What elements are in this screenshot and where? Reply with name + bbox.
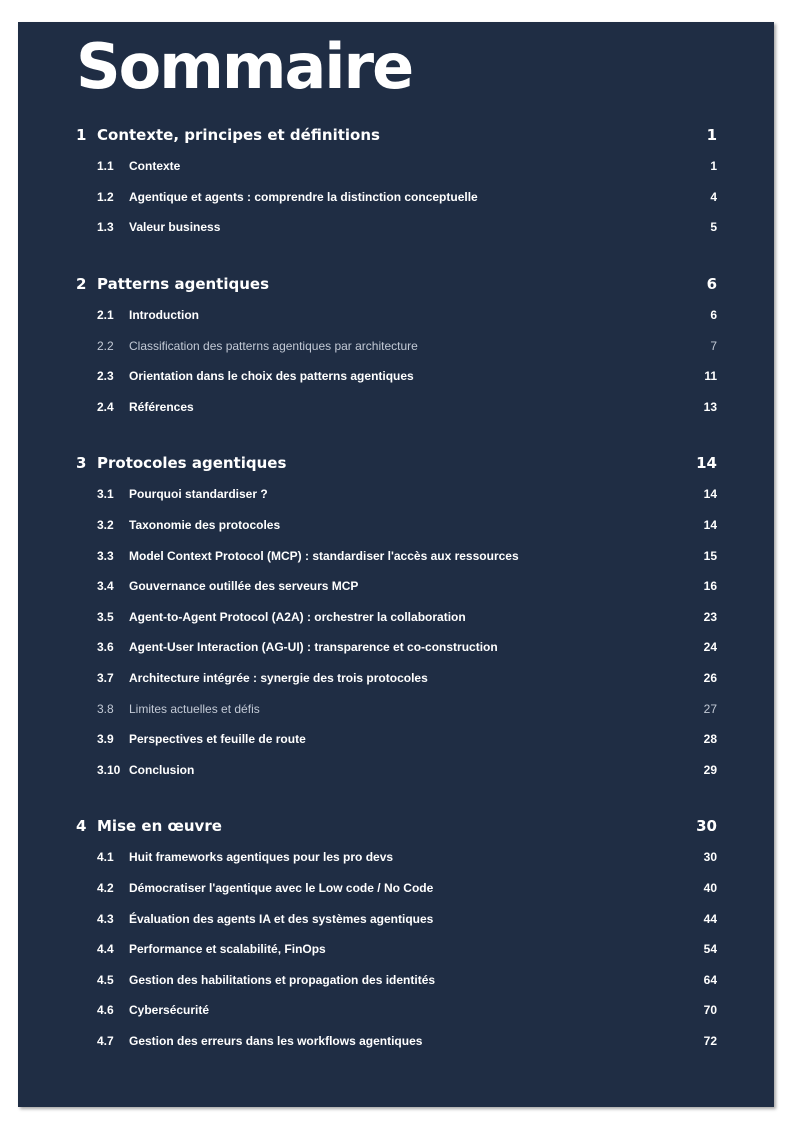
- section-title: Agent-to-Agent Protocol (A2A) : orchestrer la collaboration: [129, 609, 466, 624]
- section-entry[interactable]: [76, 934, 717, 965]
- section-number: 1.2: [97, 189, 114, 204]
- section-title: Perspectives et feuille de route: [129, 732, 306, 747]
- section-number: 2.3: [97, 369, 114, 384]
- section-page-number: 15: [703, 548, 717, 563]
- section-entry[interactable]: [76, 479, 717, 510]
- chapter-entry[interactable]: [76, 268, 717, 300]
- section-entry[interactable]: [76, 510, 717, 541]
- section-page-number: 30: [703, 850, 717, 865]
- table-of-contents: [76, 119, 717, 1081]
- chapter-entry[interactable]: [76, 447, 717, 479]
- section-title: Classification des patterns agentiques par architecture: [129, 338, 418, 353]
- section-entry[interactable]: [76, 361, 717, 392]
- section-page-number: 14: [703, 518, 717, 533]
- chapter-page-number: 6: [706, 274, 717, 293]
- chapter-title: Patterns agentiques: [97, 274, 269, 293]
- toc-page: [18, 22, 774, 1107]
- chapter-number: 3: [76, 454, 87, 473]
- section-title: Architecture intégrée : synergie des trois protocoles: [129, 671, 428, 686]
- chapter-title: Protocoles agentiques: [97, 454, 287, 473]
- section-number: 3.8: [97, 701, 114, 716]
- section-page-number: 6: [710, 308, 717, 323]
- chapter-block: [76, 810, 717, 1056]
- section-number: 4.7: [97, 1033, 114, 1048]
- section-entry[interactable]: [76, 300, 717, 331]
- section-entry[interactable]: [76, 903, 717, 934]
- chapter-page-number: 30: [696, 817, 717, 836]
- section-page-number: 40: [703, 880, 717, 895]
- section-title: Gestion des erreurs dans les workflows agentiques: [129, 1033, 423, 1048]
- section-page-number: 29: [703, 762, 717, 777]
- section-page-number: 28: [703, 732, 717, 747]
- section-page-number: 24: [703, 640, 717, 655]
- section-number: 2.1: [97, 308, 114, 323]
- section-title: Orientation dans le choix des patterns agentiques: [129, 369, 414, 384]
- section-page-number: 14: [703, 487, 717, 502]
- section-number: 3.10: [97, 762, 121, 777]
- chapter-block: [76, 268, 717, 422]
- section-entry[interactable]: [76, 151, 717, 182]
- section-number: 1.3: [97, 220, 114, 235]
- section-title: Références: [129, 399, 194, 414]
- section-page-number: 23: [703, 609, 717, 624]
- chapter-title: Mise en œuvre: [97, 817, 222, 836]
- page-title: Sommaire: [76, 30, 413, 103]
- section-number: 4.2: [97, 880, 114, 895]
- chapter-block: [76, 447, 717, 785]
- section-entry[interactable]: [76, 842, 717, 873]
- section-title: Agent-User Interaction (AG-UI) : transparence et co-construction: [129, 640, 498, 655]
- section-number: 3.7: [97, 671, 114, 686]
- section-entry[interactable]: [76, 392, 717, 423]
- section-entry[interactable]: [76, 964, 717, 995]
- section-page-number: 72: [703, 1033, 717, 1048]
- section-number: 3.1: [97, 487, 114, 502]
- section-title: Gouvernance outillée des serveurs MCP: [129, 579, 359, 594]
- section-number: 3.5: [97, 609, 114, 624]
- section-number: 2.4: [97, 399, 114, 414]
- section-title: Contexte: [129, 159, 181, 174]
- section-number: 4.1: [97, 850, 114, 865]
- section-title: Limites actuelles et défis: [129, 701, 260, 716]
- section-title: Gestion des habilitations et propagation des identités: [129, 972, 436, 987]
- chapter-page-number: 1: [706, 126, 717, 144]
- section-entry[interactable]: [76, 571, 717, 602]
- section-entry[interactable]: [76, 632, 717, 663]
- section-title: Évaluation des agents IA et des systèmes agentiques: [129, 911, 434, 926]
- section-number: 4.4: [97, 942, 114, 957]
- section-number: 3.3: [97, 548, 114, 563]
- section-title: Valeur business: [129, 220, 221, 235]
- chapter-number: 2: [76, 274, 87, 293]
- section-title: Taxonomie des protocoles: [129, 518, 281, 533]
- chapter-number: 4: [76, 817, 87, 836]
- section-entry[interactable]: [76, 182, 717, 213]
- section-page-number: 44: [703, 911, 717, 926]
- chapter-title: Contexte, principes et définitions: [97, 126, 380, 144]
- section-entry[interactable]: [76, 602, 717, 633]
- chapter-page-number: 14: [696, 454, 717, 473]
- section-page-number: 70: [703, 1003, 717, 1018]
- section-page-number: 11: [704, 369, 717, 384]
- section-entry[interactable]: [76, 995, 717, 1026]
- section-entry[interactable]: [76, 724, 717, 755]
- section-number: 4.3: [97, 911, 114, 926]
- section-title: Agentique et agents : comprendre la distinction conceptuelle: [129, 189, 478, 204]
- section-number: 3.2: [97, 518, 114, 533]
- section-page-number: 7: [710, 338, 717, 353]
- chapter-entry[interactable]: [76, 810, 717, 842]
- chapter-entry[interactable]: [76, 119, 717, 151]
- section-entry[interactable]: [76, 873, 717, 904]
- section-number: 4.5: [97, 972, 114, 987]
- section-entry[interactable]: [76, 540, 717, 571]
- section-number: 1.1: [97, 159, 114, 174]
- section-page-number: 4: [710, 189, 717, 204]
- section-title: Performance et scalabilité, FinOps: [129, 942, 326, 957]
- section-number: 3.9: [97, 732, 114, 747]
- section-page-number: 26: [703, 671, 717, 686]
- section-title: Pourquoi standardiser ?: [129, 487, 268, 502]
- section-page-number: 64: [703, 972, 717, 987]
- section-entry[interactable]: [76, 212, 717, 243]
- section-entry[interactable]: [76, 755, 717, 786]
- chapter-number: 1: [76, 126, 87, 144]
- section-page-number: 27: [703, 701, 717, 716]
- section-page-number: 13: [703, 399, 717, 414]
- section-title: Démocratiser l'agentique avec le Low code / No Code: [129, 880, 434, 895]
- section-title: Conclusion: [129, 762, 195, 777]
- section-entry[interactable]: [76, 663, 717, 694]
- section-number: 3.6: [97, 640, 114, 655]
- section-entry[interactable]: [76, 330, 717, 361]
- section-number: 3.4: [97, 579, 114, 594]
- section-title: Introduction: [129, 308, 199, 323]
- section-page-number: 5: [710, 220, 717, 235]
- section-page-number: 54: [703, 942, 717, 957]
- section-title: Cybersécurité: [129, 1003, 210, 1018]
- section-number: 4.6: [97, 1003, 114, 1018]
- section-page-number: 1: [710, 159, 717, 174]
- section-page-number: 16: [703, 579, 717, 594]
- section-title: Huit frameworks agentiques pour les pro devs: [129, 850, 394, 865]
- section-entry[interactable]: [76, 1026, 717, 1057]
- chapter-block: [76, 119, 717, 243]
- section-number: 2.2: [97, 338, 114, 353]
- section-title: Model Context Protocol (MCP) : standardiser l'accès aux ressources: [129, 548, 519, 563]
- section-entry[interactable]: [76, 693, 717, 724]
